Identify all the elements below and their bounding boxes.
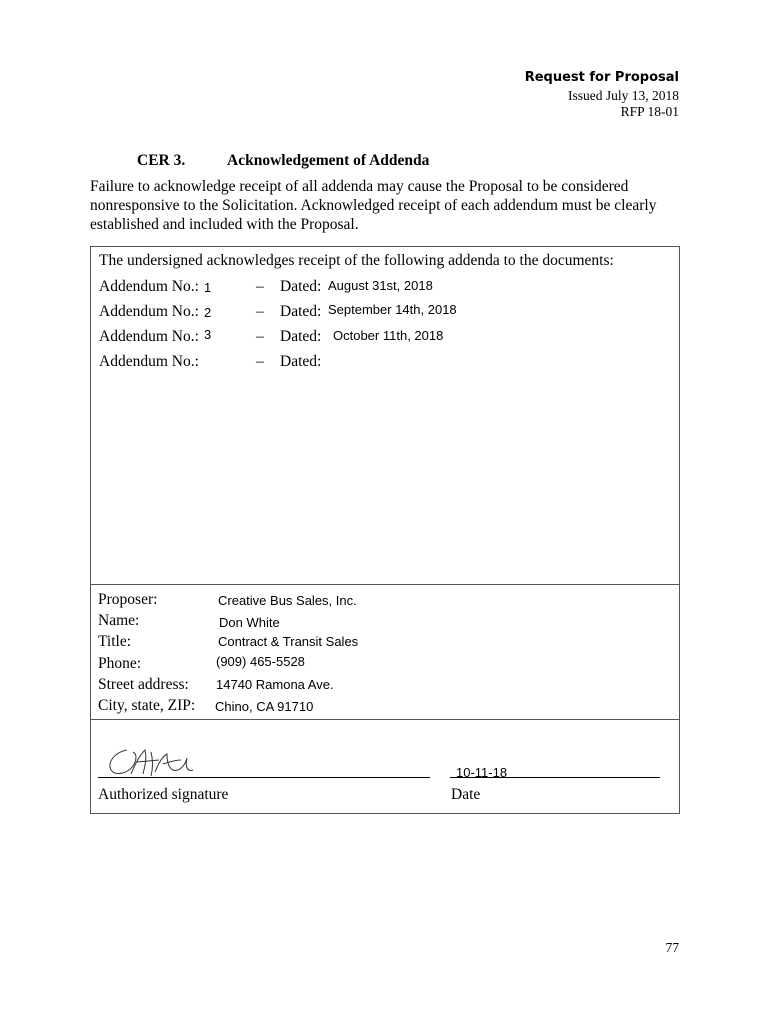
addenda-intro: The undersigned acknowledges receipt of the following addenda to the documents: bbox=[99, 252, 614, 269]
date-line bbox=[450, 777, 660, 778]
date-value: 10-11-18 bbox=[456, 765, 508, 780]
addenda-box bbox=[90, 246, 680, 585]
phone-label: Phone: bbox=[98, 655, 142, 672]
addendum-date: October 11th, 2018 bbox=[333, 328, 444, 343]
addendum-date: August 31st, 2018 bbox=[328, 278, 433, 293]
addendum-no-label: Addendum No.: bbox=[99, 353, 199, 370]
street-value: 14740 Ramona Ave. bbox=[216, 677, 334, 692]
addendum-date: September 14th, 2018 bbox=[328, 302, 457, 317]
name-value: Don White bbox=[219, 615, 280, 630]
addendum-dash: – bbox=[256, 278, 264, 295]
proposer-box bbox=[90, 584, 680, 720]
proposer-label: Proposer: bbox=[98, 591, 158, 608]
phone-value: (909) 465-5528 bbox=[216, 654, 305, 669]
header-rfp-number: RFP 18-01 bbox=[620, 104, 679, 119]
addendum-number: 3 bbox=[204, 327, 212, 342]
signature-line bbox=[98, 777, 430, 778]
city-value: Chino, CA 91710 bbox=[215, 699, 314, 714]
section-title: Acknowledgement of Addenda bbox=[227, 152, 430, 169]
addendum-dated-label: Dated: bbox=[280, 303, 322, 320]
title-label: Title: bbox=[98, 633, 132, 650]
authorized-signature-label: Authorized signature bbox=[98, 786, 229, 803]
signature-box bbox=[90, 719, 680, 814]
date-label: Date bbox=[451, 786, 481, 803]
name-label: Name: bbox=[98, 612, 140, 629]
addendum-dated-label: Dated: bbox=[280, 353, 322, 370]
proposer-value: Creative Bus Sales, Inc. bbox=[218, 593, 357, 608]
addendum-dated-label: Dated: bbox=[280, 328, 322, 345]
handwritten-signature-image bbox=[97, 744, 197, 778]
addendum-no-label: Addendum No.: bbox=[99, 278, 199, 295]
addendum-dash: – bbox=[256, 303, 264, 320]
addendum-dash: – bbox=[256, 353, 264, 370]
header-title: Request for Proposal bbox=[524, 70, 679, 85]
addendum-number: 1 bbox=[204, 280, 212, 295]
section-number: CER 3. bbox=[137, 152, 186, 169]
section-paragraph: Failure to acknowledge receipt of all addenda may cause the Proposal to be considered nonresponsive to the Solicitation. Acknowledged receipt of each addendum must be clearly established and included with the Proposal. bbox=[90, 178, 657, 233]
addendum-number: 2 bbox=[204, 305, 212, 320]
page-number: 77 bbox=[665, 940, 679, 955]
addendum-no-label: Addendum No.: bbox=[99, 303, 199, 320]
header-issued-date: Issued July 13, 2018 bbox=[568, 88, 679, 103]
addendum-dash: – bbox=[256, 328, 264, 345]
addendum-no-label: Addendum No.: bbox=[99, 328, 199, 345]
street-label: Street address: bbox=[98, 676, 189, 693]
title-value: Contract & Transit Sales bbox=[218, 634, 359, 649]
addendum-dated-label: Dated: bbox=[280, 278, 322, 295]
city-label: City, state, ZIP: bbox=[98, 697, 196, 714]
